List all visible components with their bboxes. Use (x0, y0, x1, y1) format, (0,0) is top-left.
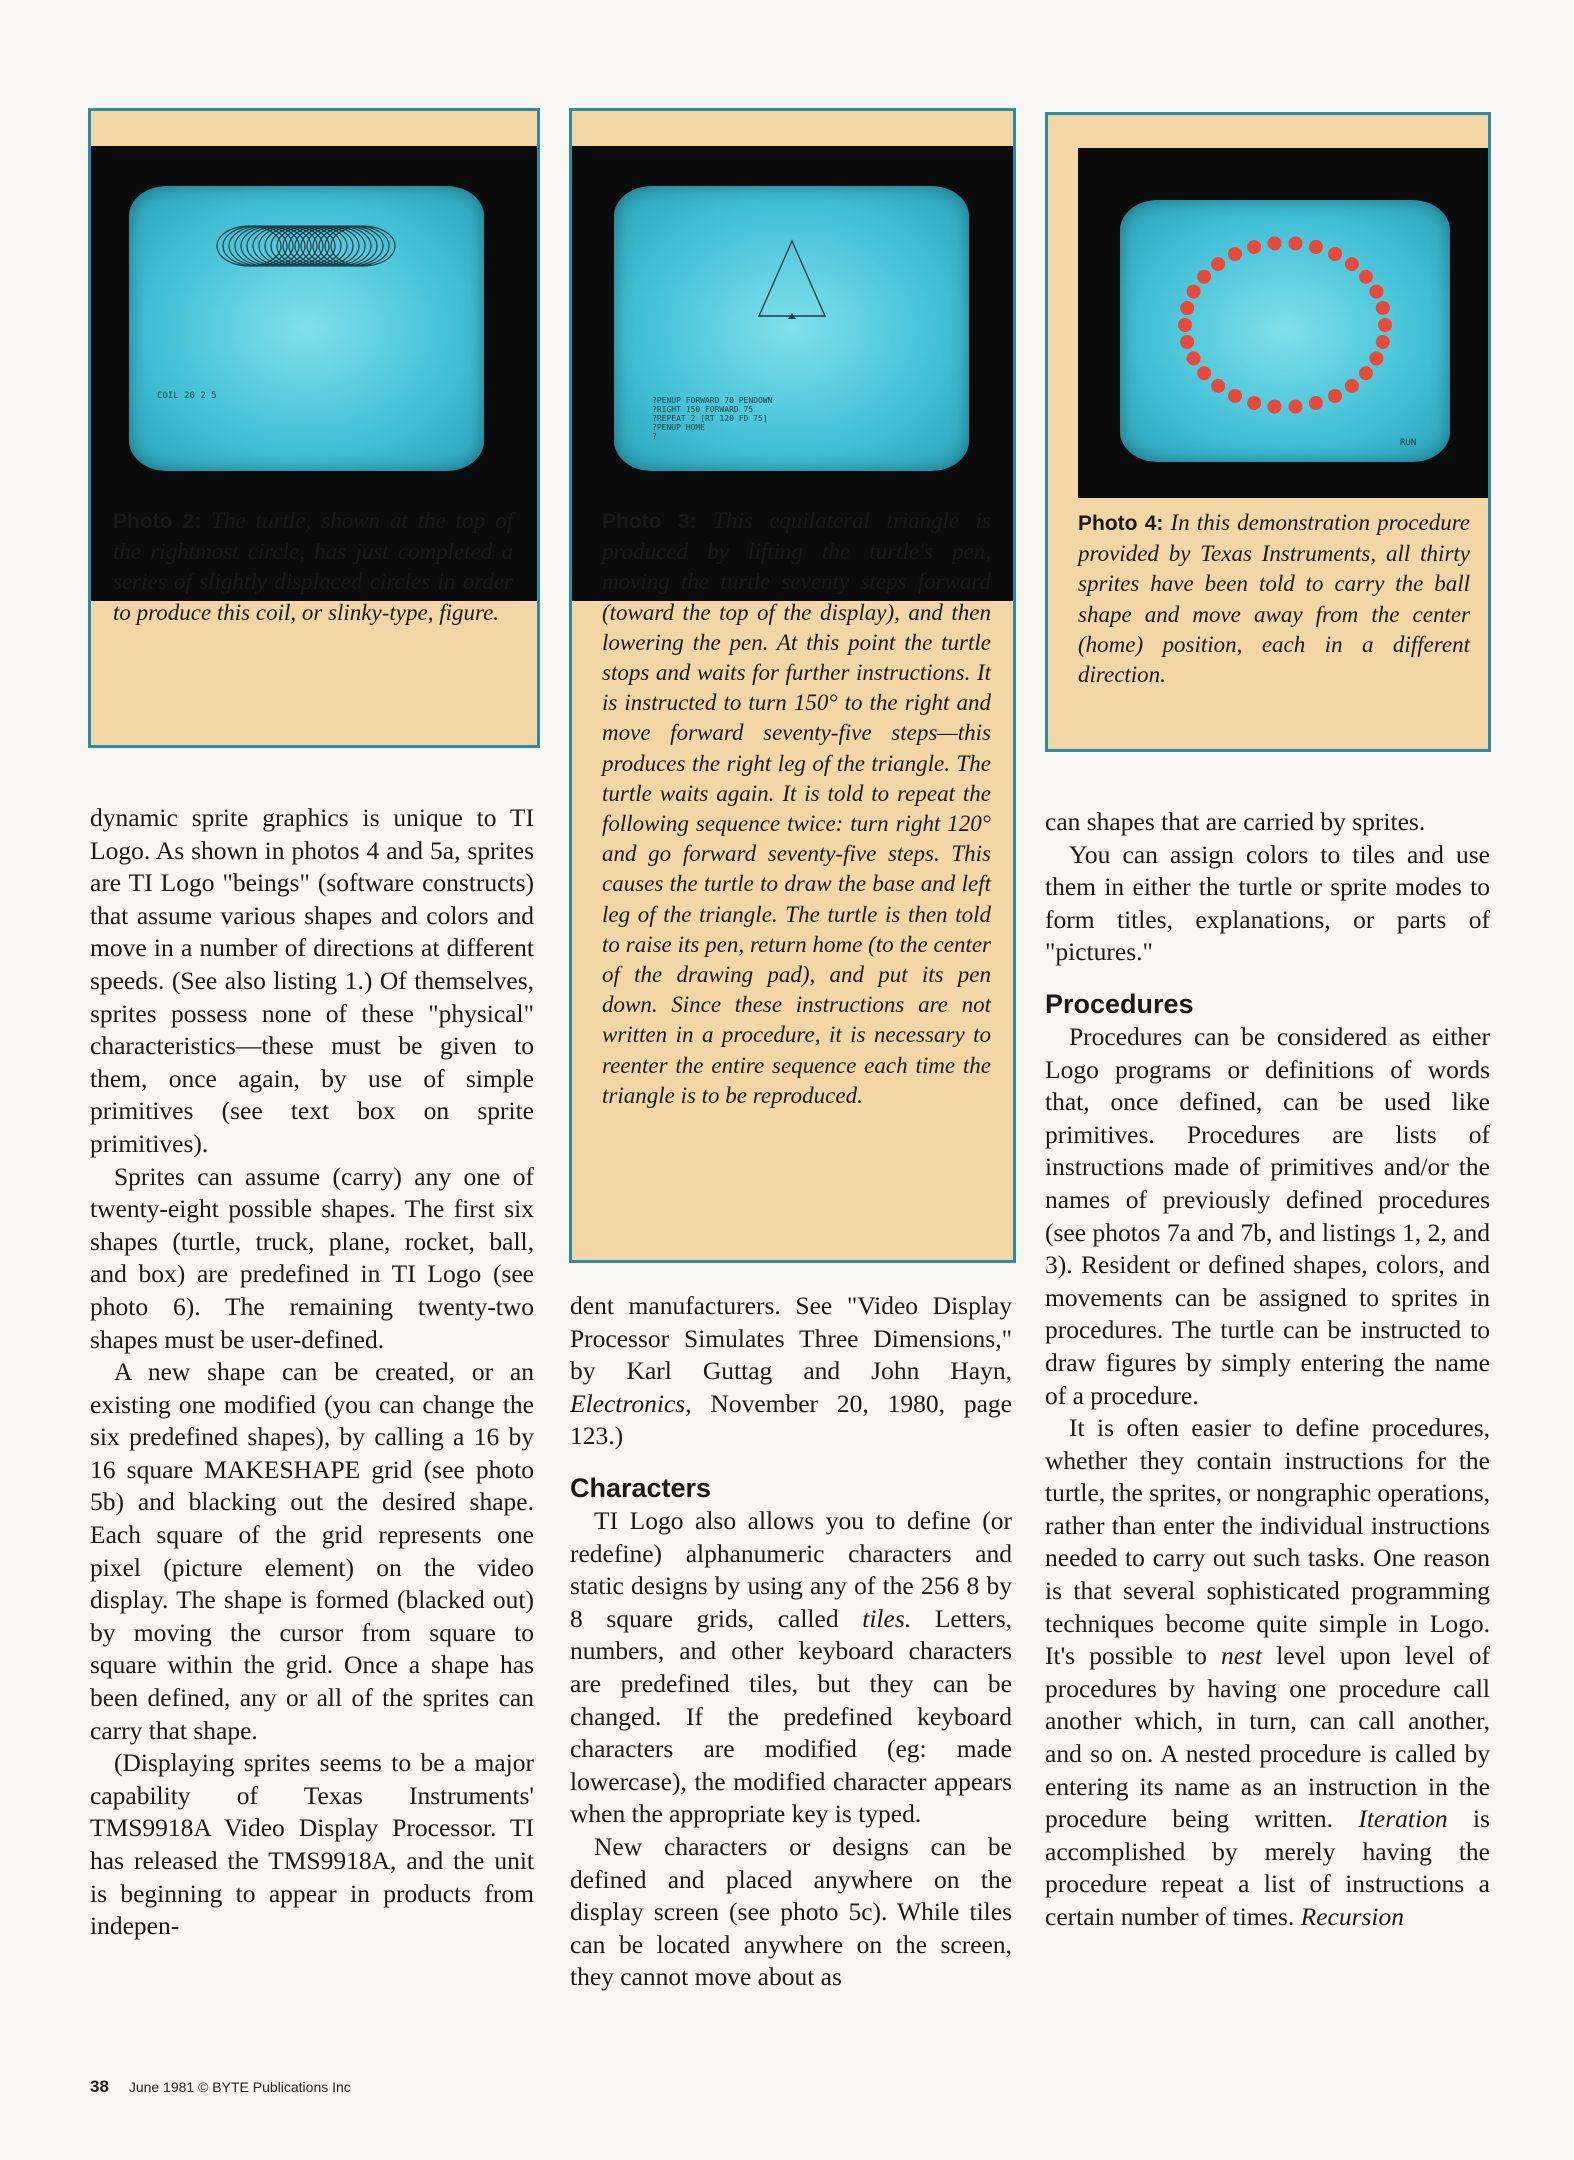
ball-sprite (1376, 335, 1390, 349)
screen-command-text: RUN (1400, 438, 1417, 448)
ball-sprite (1180, 335, 1194, 349)
ball-sprite (1345, 257, 1359, 271)
ball-sprite (1359, 270, 1373, 284)
ball-sprite (1369, 285, 1383, 299)
col3-text: is accomplished by merely having the procedure repeat a list of instructions a certain number of times. (1045, 1804, 1490, 1931)
ball-sprite (1309, 396, 1323, 410)
footer-credit: June 1981 © BYTE Publications Inc (128, 2079, 351, 2095)
coil-figure (129, 186, 484, 471)
photo-2-caption-text: The turtle, shown at the top of the rightmost circle, has just completed a series of slightly displaced circles in order to produce this coil, or slinky-type, figure. (113, 508, 514, 625)
photo-2-caption (113, 506, 513, 628)
body-column-1 (90, 802, 534, 1943)
ball-sprite (1187, 351, 1201, 365)
section-heading-characters: Characters (570, 1472, 712, 1503)
col3-emphasis: nest (1220, 1641, 1263, 1671)
col3-text: level upon level of procedures by having one procedure call another which, in turn, can call another, and so on. A nested procedure is called by entering its name as an instruction in the procedure being written. (1045, 1641, 1490, 1834)
ball-sprite (1178, 318, 1192, 332)
photo-3-caption (602, 506, 991, 1111)
ball-sprite (1289, 236, 1303, 250)
photo-3-label: Photo 3: (602, 510, 697, 533)
photo-3-caption-text: This equilateral triangle is produced by lifting the turtle's pen, moving the turtle seventy steps forward (toward the top of the display), and then lowering the pen. At this point the turtle stops and waits for further instructions. It is instructed to turn 150° to the right and move forward seventy-five steps—this produces the right leg of the triangle. The turtle waits again. It is told to repeat the following sequence twice: turn right 120° and go forward seventy-five steps. This causes the turtle to draw the base and left leg of the triangle. The turtle is then told to raise its pen, return home (to the center of the drawing pad), and put its pen down. Since these instructions are not written in a procedure, it is necessary to reenter the entire sequence each time the triangle is to be reproduced. (602, 508, 992, 1108)
ball-sprite (1369, 351, 1383, 365)
col2-emphasis: Electronics, (570, 1388, 692, 1418)
col1-paragraph: dynamic sprite graphics is unique to TI Logo. As shown in photos 4 and 5a, sprites are TI Logo "beings" (software constructs) that assume various shapes and colors and move in a number of directions at different speeds. (See also listing 1.) Of themselves, sprites possess none of these "physical" characteristics—these must be given to them, once again, by use of simple primitives (see text box on sprite primitives). (90, 803, 534, 1158)
section-heading-procedures: Procedures (1045, 988, 1194, 1019)
ball-sprite (1180, 301, 1194, 315)
body-column-3 (1045, 806, 1490, 1934)
photo-2-label: Photo 2: (113, 510, 202, 533)
page-number: 38 (90, 2077, 109, 2096)
tv-screen (1120, 200, 1450, 462)
ball-sprite (1345, 379, 1359, 393)
photo-4-caption (1078, 508, 1470, 690)
ball-sprite (1328, 389, 1342, 403)
screen-command-text: COIL 20 2 5 (157, 391, 217, 401)
col3-emphasis: Recursion (1300, 1902, 1405, 1931)
photo-4-caption-text: In this demonstration procedure provided by Texas Instruments, all thirty sprites have been told to carry the ball shape and move away from the center (home) position, each in a different direction. (1078, 510, 1471, 688)
ball-sprite (1211, 379, 1225, 393)
ball-sprite (1328, 247, 1342, 261)
col3-emphasis: Iteration (1358, 1804, 1448, 1834)
col3-text: It is often easier to define procedures, whether they contain instructions for the turtle, the sprites, or nongraphic operations, rather than enter the individual instructions needed to carry out such tasks. One reason is that several sophisticated programming techniques become quite simple in Logo. It's possible to (1045, 1413, 1490, 1671)
ball-sprite (1211, 257, 1225, 271)
ball-sprite (1247, 240, 1261, 254)
ball-sprite (1268, 236, 1282, 250)
ball-sprite (1228, 389, 1242, 403)
col1-paragraph: Sprites can assume (carry) any one of twenty-eight possible shapes. The first six shapes (turtle, truck, plane, rocket, ball, and box) are predefined in TI Logo (see photo 6). The remaining twenty-two shapes must be user-defined. (90, 1161, 534, 1354)
ball-sprite (1228, 247, 1242, 261)
ball-sprite (1268, 400, 1282, 414)
ball-sprite (1309, 240, 1323, 254)
col2-text: dent manufacturers. See "Video Display Processor Simulates Three Dimensions," by Karl Guttag and John Hayn, (570, 1291, 1012, 1386)
col3-paragraph: Procedures can be considered as either Logo programs or definitions of words that, once defined, can be used like primitives. Procedures are lists of instructions made of primitives and/or the names of previously defined procedures (see photos 7a and 7b, and listings 1, 2, and 3). Resident or defined shapes, colors, and movements can be assigned to sprites in procedures. The turtle can be instructed to draw figures by simply entering the name of a procedure. (1045, 1021, 1490, 1410)
tv-screen (129, 186, 484, 471)
ball-sprite (1187, 285, 1201, 299)
col2-emphasis: tiles. (862, 1603, 912, 1633)
photo-4-label: Photo 4: (1078, 512, 1164, 535)
col3-paragraph (1045, 1412, 1490, 1934)
col1-paragraph: (Displaying sprites seems to be a major capability of Texas Instruments' TMS9918A Video Display Processor. TI has released the TMS9918A, and the unit is beginning to appear in products from indepen- (90, 1748, 534, 1941)
ball-sprites-ring (1120, 200, 1450, 462)
col2-paragraph (570, 1505, 1012, 1831)
col2-text: Letters, numbers, and other keyboard characters are predefined tiles, but they can be changed. If the predefined keyboard characters are modified (eg: made lowercase), the modified character appears when the appropriate key is typed. (570, 1603, 1012, 1829)
ball-sprite (1376, 301, 1390, 315)
photo-3-box (569, 108, 1016, 1263)
col3-paragraph: You can assign colors to tiles and use them in either the turtle or sprite modes to form titles, explanations, or parts of "pictures." (1045, 839, 1490, 967)
photo-4-image (1078, 148, 1488, 498)
photo-2-box (88, 108, 540, 748)
col2-paragraph: New characters or designs can be defined and placed anywhere on the display screen (see photo 5c). While tiles can be located anywhere on the screen, they cannot move about as (570, 1831, 1012, 1992)
ball-sprite (1197, 270, 1211, 284)
ball-sprite (1247, 396, 1261, 410)
ball-sprite (1359, 366, 1373, 380)
body-column-2 (570, 1290, 1012, 1994)
ball-sprite (1289, 400, 1303, 414)
photo-4-box (1045, 112, 1491, 752)
screen-command-text: ?PENUP FORWARD 70 PENDOWN ?RIGHT 150 FORWARD 75 ?REPEAT 2 [RT 120 FD 75] ?PENUP HOME ? (652, 396, 773, 441)
ball-sprite (1197, 366, 1211, 380)
page-footer (90, 2077, 351, 2097)
ball-sprite (1378, 318, 1392, 332)
col2-text: November 20, 1980, page 123.) (570, 1388, 1012, 1451)
tv-screen (614, 186, 969, 471)
col3-paragraph: can shapes that are carried by sprites. (1045, 807, 1426, 836)
col1-paragraph: A new shape can be created, or an existing one modified (you can change the six predefined shapes), by calling a 16 by 16 square MAKESHAPE grid (see photo 5b) and blacking out the desired shape. Each square of the grid represents one pixel (picture element) on the video display. The shape is formed (blacked out) by moving the cursor from square to square within the grid. Once a shape has been defined, any or all of the sprites can carry that shape. (90, 1357, 534, 1745)
col2-text: TI Logo also allows you to define (or redefine) alphanumeric characters and static designs by using any of the 256 8 by 8 square grids, called (570, 1505, 1012, 1633)
col2-paragraph (570, 1290, 1012, 1453)
